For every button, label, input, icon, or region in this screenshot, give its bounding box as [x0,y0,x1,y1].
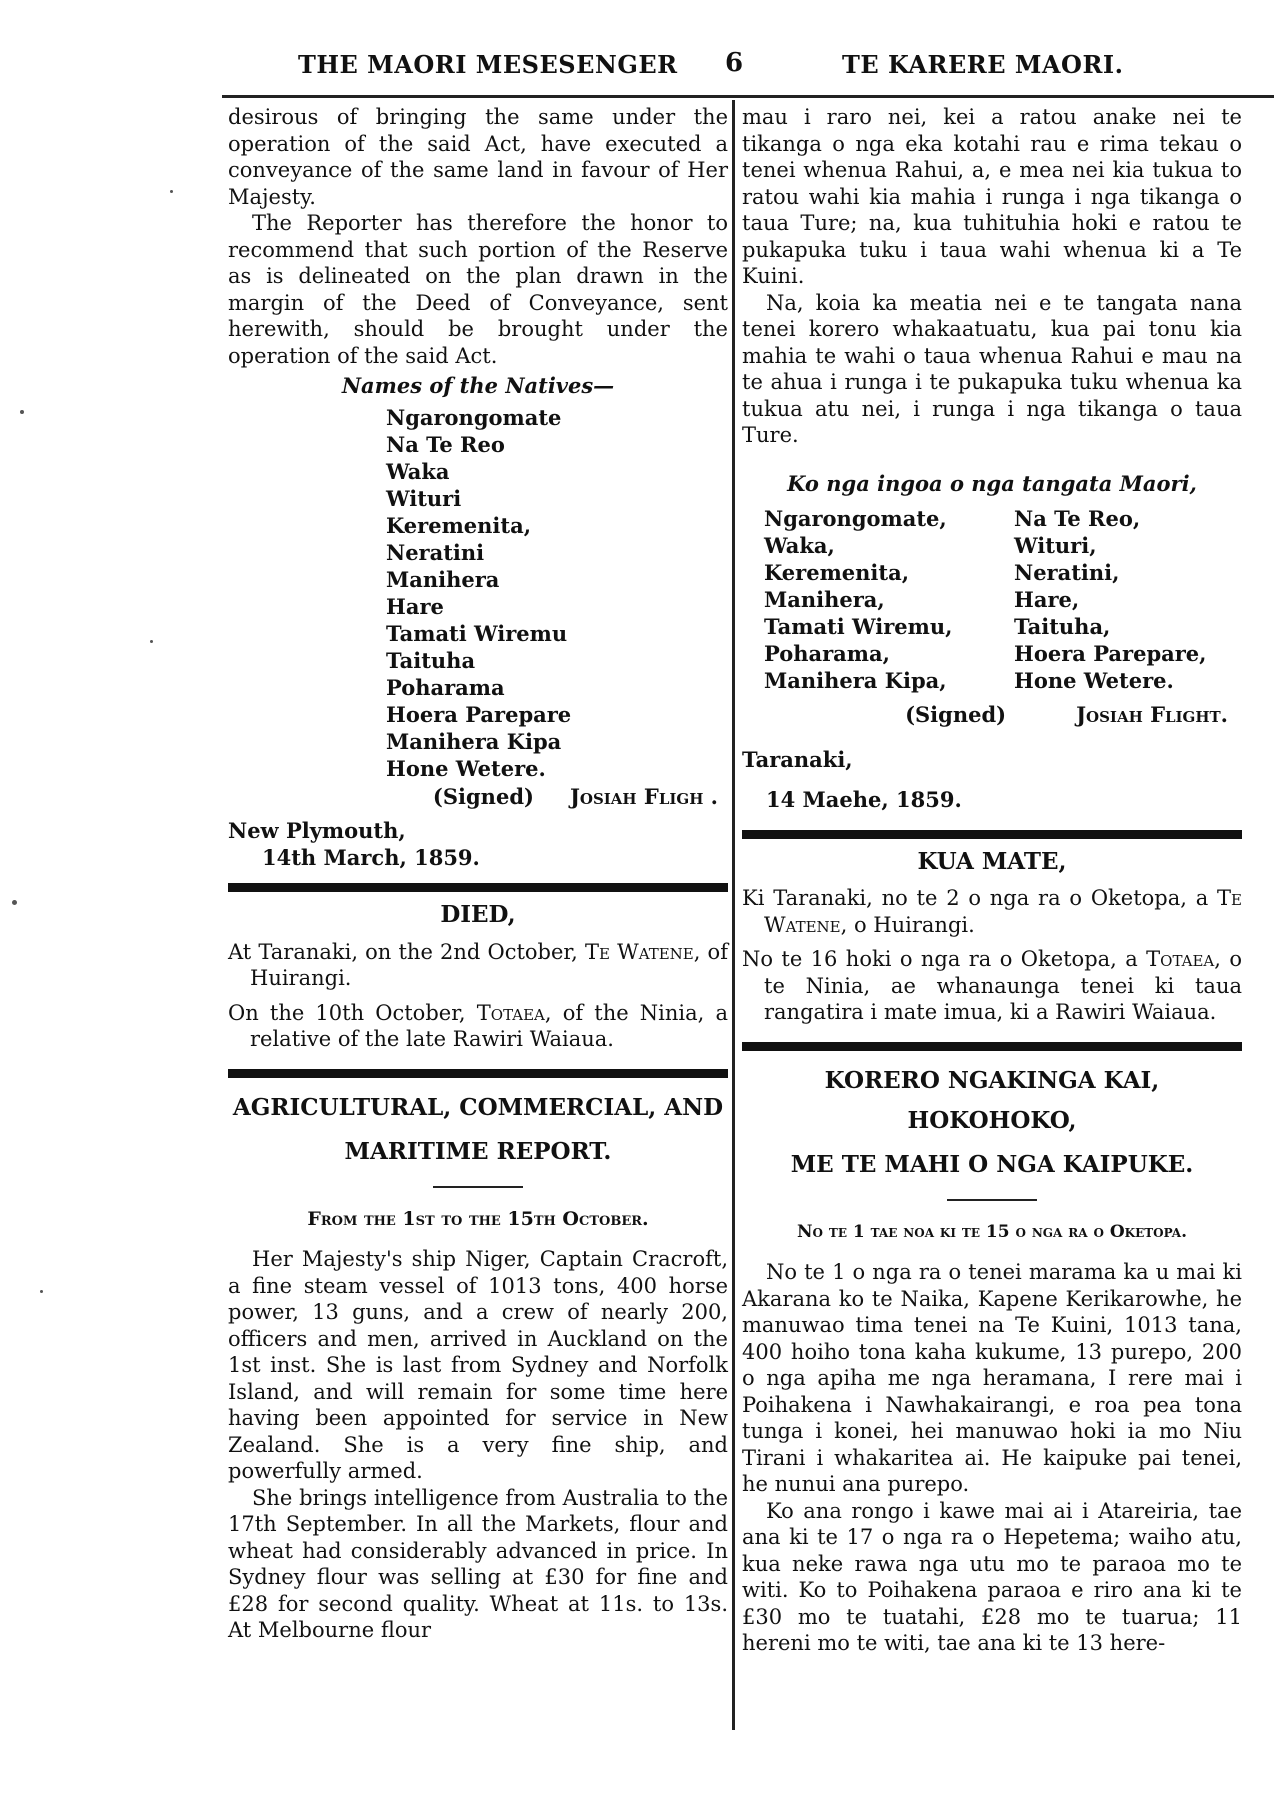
signature-line [742,702,1242,729]
report-title: MARITIME REPORT. [344,1137,612,1165]
reserve-paragraph: desirous of bringing the same under the operation of the said Act, have executed a conveyance of the same land in favour of Her Majesty. [228,105,728,209]
notice-text: , of the Ninia, a relative of the late Rawiri Waiaua. [250,1000,729,1051]
list-item: Na Te Reo, [1014,506,1141,531]
english-column [228,104,728,1644]
list-item: Hare, [1014,587,1080,612]
report-title: ME TE MAHI O NGA KAIPUKE. [790,1150,1194,1178]
short-rule [947,1199,1037,1201]
dateline-place: New Plymouth, [228,818,406,843]
reserve-paragraph: mau i raro nei, kei a ratou anake nei te tikanga o nga eka kotahi rau e rima tekau o tenei whenua Rahui, a, e mea nei kia tukua to ratou wahi kia mahia i runga i nga tikanga o taua Ture; na, kua tuhituhia hoki e ratou te pukapuka tuku i taua wahi whenua ki a Te Kuini. [742,105,1242,288]
native-names-list [228,404,728,782]
signature-line [228,784,728,811]
header-title-maori: TE KARERE MAORI. [842,50,1124,79]
list-item: Keremenita, [386,512,532,538]
dateline-date: 14 Maehe, 1859. [766,787,962,812]
list-item: Keremenita, [764,560,910,585]
list-item: Hone Wetere. [386,755,546,781]
signatory-name: Josiah Fligh . [569,783,718,809]
print-speckle [40,1290,43,1293]
report-paragraph: Her Majesty's ship Niger, Captain Cracroft, a fine steam vessel of 1013 tons, 400 horse power, 13 guns, and a crew of nearly 200, officers and men, arrived in Auckland on the 1st inst. She is last from Sydney and Norfolk Island, and will remain for some time here having been appointed for service in New Zealand. She is a very fine ship, and powerfully armed. [228,1247,728,1483]
column-divider [732,100,735,1730]
notice-text: , of Huirangi. [250,939,728,990]
section-rule [228,1069,728,1078]
report-date-range: From the 1st to the 15th October. [307,1207,649,1230]
section-rule [742,830,1242,839]
list-item: Na Te Reo [386,431,505,457]
list-item: Manihera, [764,587,885,612]
signatory-name: Josiah Flight. [1076,702,1228,727]
dateline-place: Taranaki, [742,746,853,772]
report-title: AGRICULTURAL, COMMERCIAL, AND [232,1093,724,1121]
list-item: Hare [386,593,444,619]
header-rule [222,95,1274,98]
deceased-name: Totaea [476,1000,545,1025]
list-item: Taituha [386,647,476,673]
report-date-range: No te 1 tae noa ki te 15 o nga ra o Oketopa. [796,1221,1188,1242]
print-speckle [170,190,173,193]
list-item: Wituri, [1014,533,1097,558]
notice-text: At Taranaki, on the 2nd October, [228,939,585,964]
maori-column [742,104,1242,1657]
list-item: Neratini [386,539,485,565]
print-speckle [150,640,153,643]
list-item: Waka, [764,533,835,558]
report-paragraph: No te 1 o nga ra o tenei marama ka u mai ki Akarana ko te Naika, Kapene Kerikarowhe, he manuwao tima tenei na Te Kuini, 1013 tana, 400 hoiho tona kaha kukume, 13 purepo, 200 o nga apiha me nga heramana, I rere mai i Poihakena i Nawhakairangi, e roa pea tona tunga i konei, hei manuwao hoki ia mo Niu Tirani i whakaritea ai. He kaipuke pai tenei, he nunui ana purepo. [742,1260,1242,1496]
died-heading: DIED, [440,901,516,928]
print-speckle [12,900,17,905]
list-item: Hoera Parepare [386,701,572,727]
report-paragraph: Ko ana rongo i kawe mai ai i Atareiria, tae ana ki te 17 o nga ra o Hepetema; waiho atu, kua neke rawa nga utu mo te paraoa mo te witi. Ko to Poihakena paraoa e riro ana ki te £30 mo te tuatahi, £28 mo te tuarua; 11 hereni mo te witi, tae ana ki te 13 here- [742,1498,1242,1655]
notice-text: , o Huirangi. [840,912,975,937]
names-heading: Names of the Natives— [341,373,615,398]
deceased-name: Te Watene [764,886,1242,937]
list-item: Ngarongomate, [764,506,947,531]
list-item: Manihera Kipa, [764,668,947,693]
print-speckle [20,410,24,414]
signed-label: (Signed) [905,702,1007,727]
section-rule [742,1042,1242,1051]
list-item: Waka [386,458,450,484]
report-paragraph: She brings intelligence from Australia to the 17th September. In all the Markets, flour and wheat had considerably advanced in price. In Sydney flour was selling at £30 for fine and £28 for second quality. Wheat at 11s. to 13s. At Melbourne flour [228,1485,728,1642]
death-notice [742,946,1242,1026]
notice-text: On the 10th October, [228,1000,477,1025]
deceased-name: Te Watene [585,939,694,964]
running-head [230,44,1240,84]
recommendation-paragraph: Na, koia ka meatia nei e te tangata nana tenei korero whakaatuatu, kua pai tonu kia mahia te wahi o taua whenua Rahui e mau na te ahua i runga i te pukapuka tuku whenua ka tukua atu nei, i runga i nga tikanga o taua Ture. [742,290,1242,447]
names-heading: Ko nga ingoa o nga tangata Maori, [787,470,1197,496]
dateline-date: 14th March, 1859. [262,844,480,870]
list-item: Wituri [386,485,462,511]
list-item: Hone Wetere. [1014,668,1174,693]
list-item: Taituha, [1014,614,1111,639]
died-heading: KUA MATE, [917,847,1067,875]
list-item: Tamati Wiremu [386,620,568,646]
deceased-name: Totaea [1146,947,1215,971]
recommendation-paragraph: The Reporter has therefore the honor to recommend that such portion of the Reserve as is delineated on the plan drawn in the margin of the Deed of Conveyance, sent herewith, should be brought under the operation of the said Act. [228,211,728,368]
signed-label: (Signed) [432,783,534,809]
list-item: Poharama [386,674,505,700]
native-names-grid [742,505,1242,694]
death-notice [228,939,728,992]
list-item: Poharama, [764,641,890,666]
death-notice [228,1000,728,1053]
list-item: Neratini, [1014,560,1120,585]
section-rule [228,883,728,892]
notice-text: No te 16 hoki o nga ra o Oketopa, a [742,947,1147,971]
notice-text: Ki Taranaki, no te 2 o nga ra o Oketopa, a [742,886,1218,910]
page-number: 6 [725,48,744,78]
header-title-english: THE MAORI MESESENGER [298,50,678,79]
list-item: Manihera [386,566,500,592]
list-item: Tamati Wiremu, [764,614,953,639]
list-item: Ngarongomate [386,404,562,430]
notice-text: , o te Ninia, ae whanaunga tenei ki taua rangatira i mate imua, ki a Rawiri Waiaua. [764,947,1242,1024]
list-item: Hoera Parepare, [1014,641,1207,666]
death-notice [742,885,1242,938]
short-rule [433,1186,523,1188]
report-title: KORERO NGAKINGA KAI, HOKOHOKO, [824,1066,1160,1134]
list-item: Manihera Kipa [386,728,562,754]
